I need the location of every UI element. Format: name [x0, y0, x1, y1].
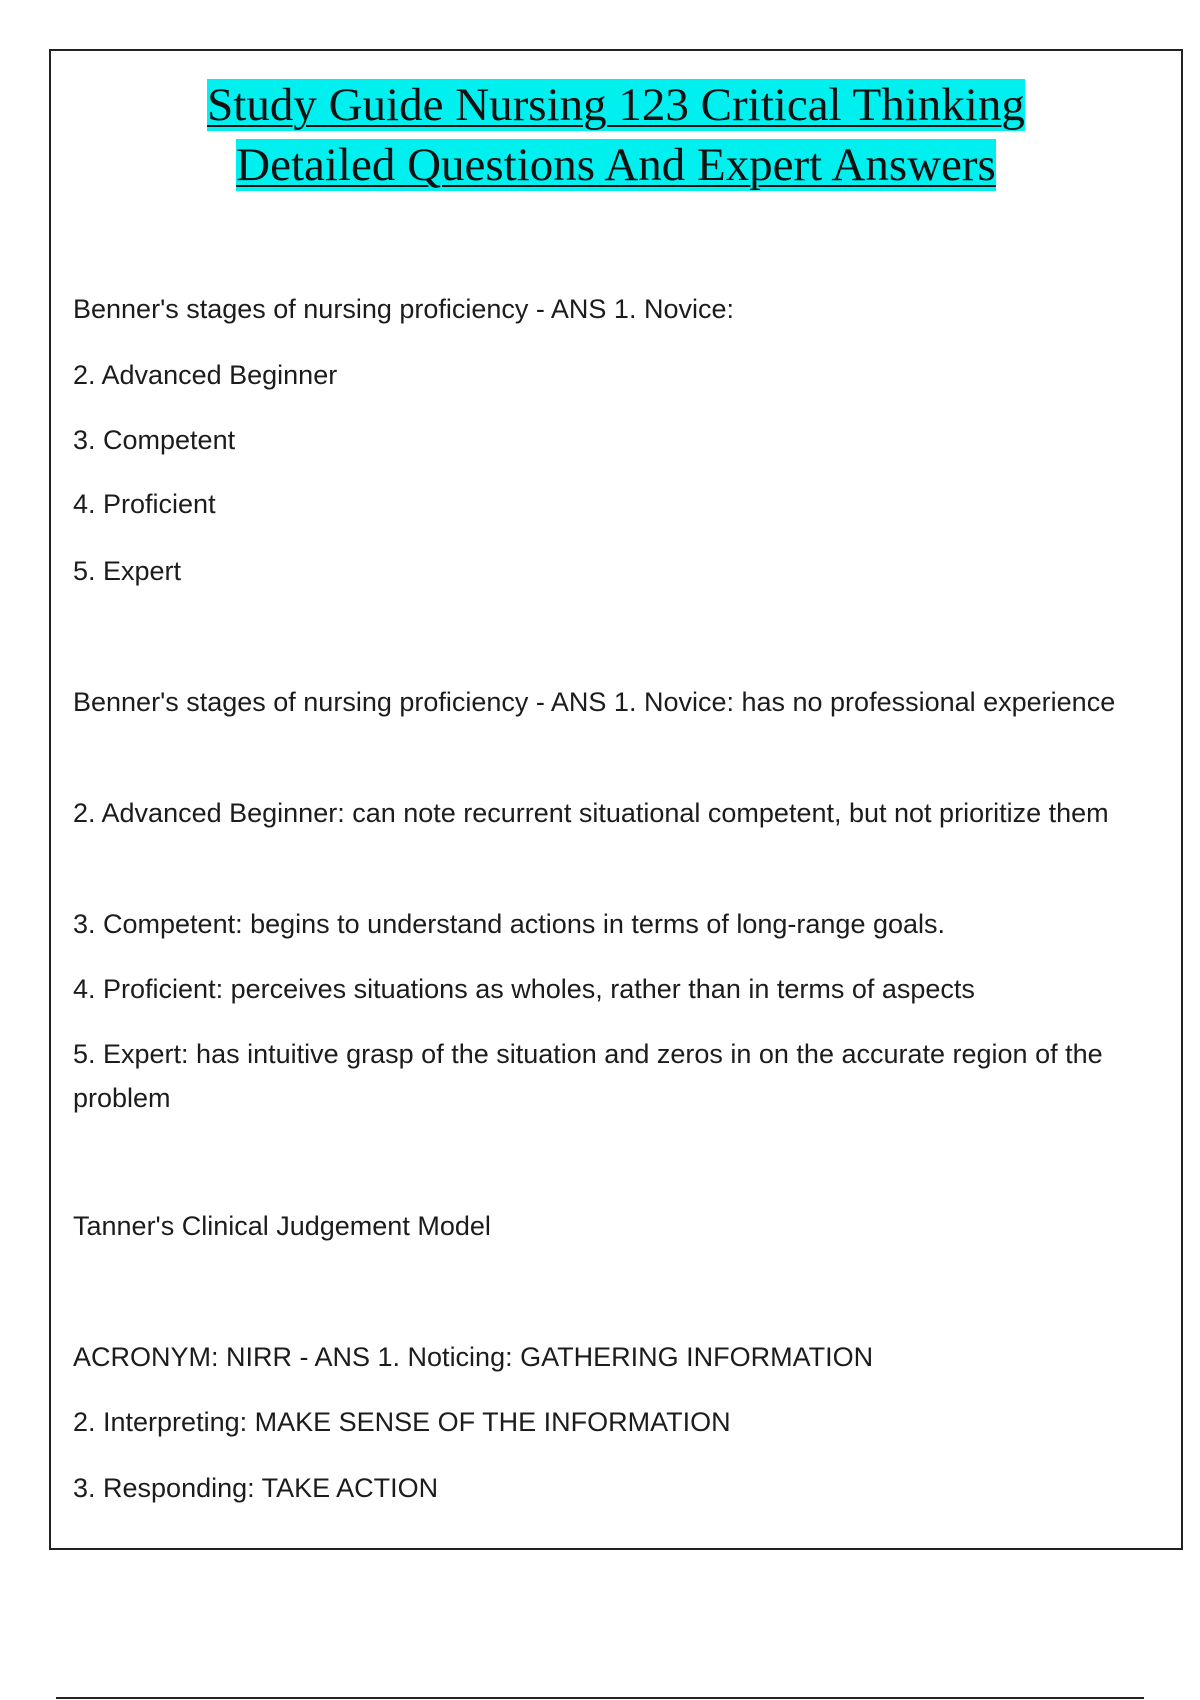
- paragraph-answer-advanced-beginner: 2. Advanced Beginner: can note recurrent situational competent, but not prioritize them: [73, 798, 1109, 828]
- title-line-2: Detailed Questions And Expert Answers: [236, 139, 996, 191]
- paragraph-answer-competent: 3. Competent: begins to understand actions in terms of long-range goals.: [73, 909, 946, 939]
- paragraph-competent: 3. Competent: [73, 425, 236, 455]
- paragraph-answer-proficient: 4. Proficient: perceives situations as wholes, rather than in terms of aspects: [73, 974, 975, 1004]
- paragraph-tanner-model: Tanner's Clinical Judgement Model: [73, 1211, 491, 1241]
- paragraph-acronym-noticing: ACRONYM: NIRR - ANS 1. Noticing: GATHERING INFORMATION: [73, 1342, 874, 1372]
- page-title: [51, 75, 1181, 195]
- title-line-1: Study Guide Nursing 123 Critical Thinking: [207, 79, 1025, 131]
- paragraph-benner-question: Benner's stages of nursing proficiency - ANS 1. Novice:: [73, 294, 734, 324]
- paragraph-responding: 3. Responding: TAKE ACTION: [73, 1473, 439, 1503]
- paragraph-expert: 5. Expert: [73, 556, 182, 586]
- document-page: [49, 49, 1183, 1550]
- paragraph-benner-answer-novice: Benner's stages of nursing proficiency - ANS 1. Novice: has no professional experience: [73, 687, 1116, 717]
- paragraph-answer-expert: 5. Expert: has intuitive grasp of the situation and zeros in on the accurate region of the problem: [73, 1039, 1103, 1113]
- paragraph-advanced-beginner: 2. Advanced Beginner: [73, 360, 338, 390]
- footer-divider: [56, 1697, 1144, 1699]
- paragraph-interpreting: 2. Interpreting: MAKE SENSE OF THE INFORMATION: [73, 1407, 731, 1437]
- paragraph-proficient: 4. Proficient: [73, 489, 216, 519]
